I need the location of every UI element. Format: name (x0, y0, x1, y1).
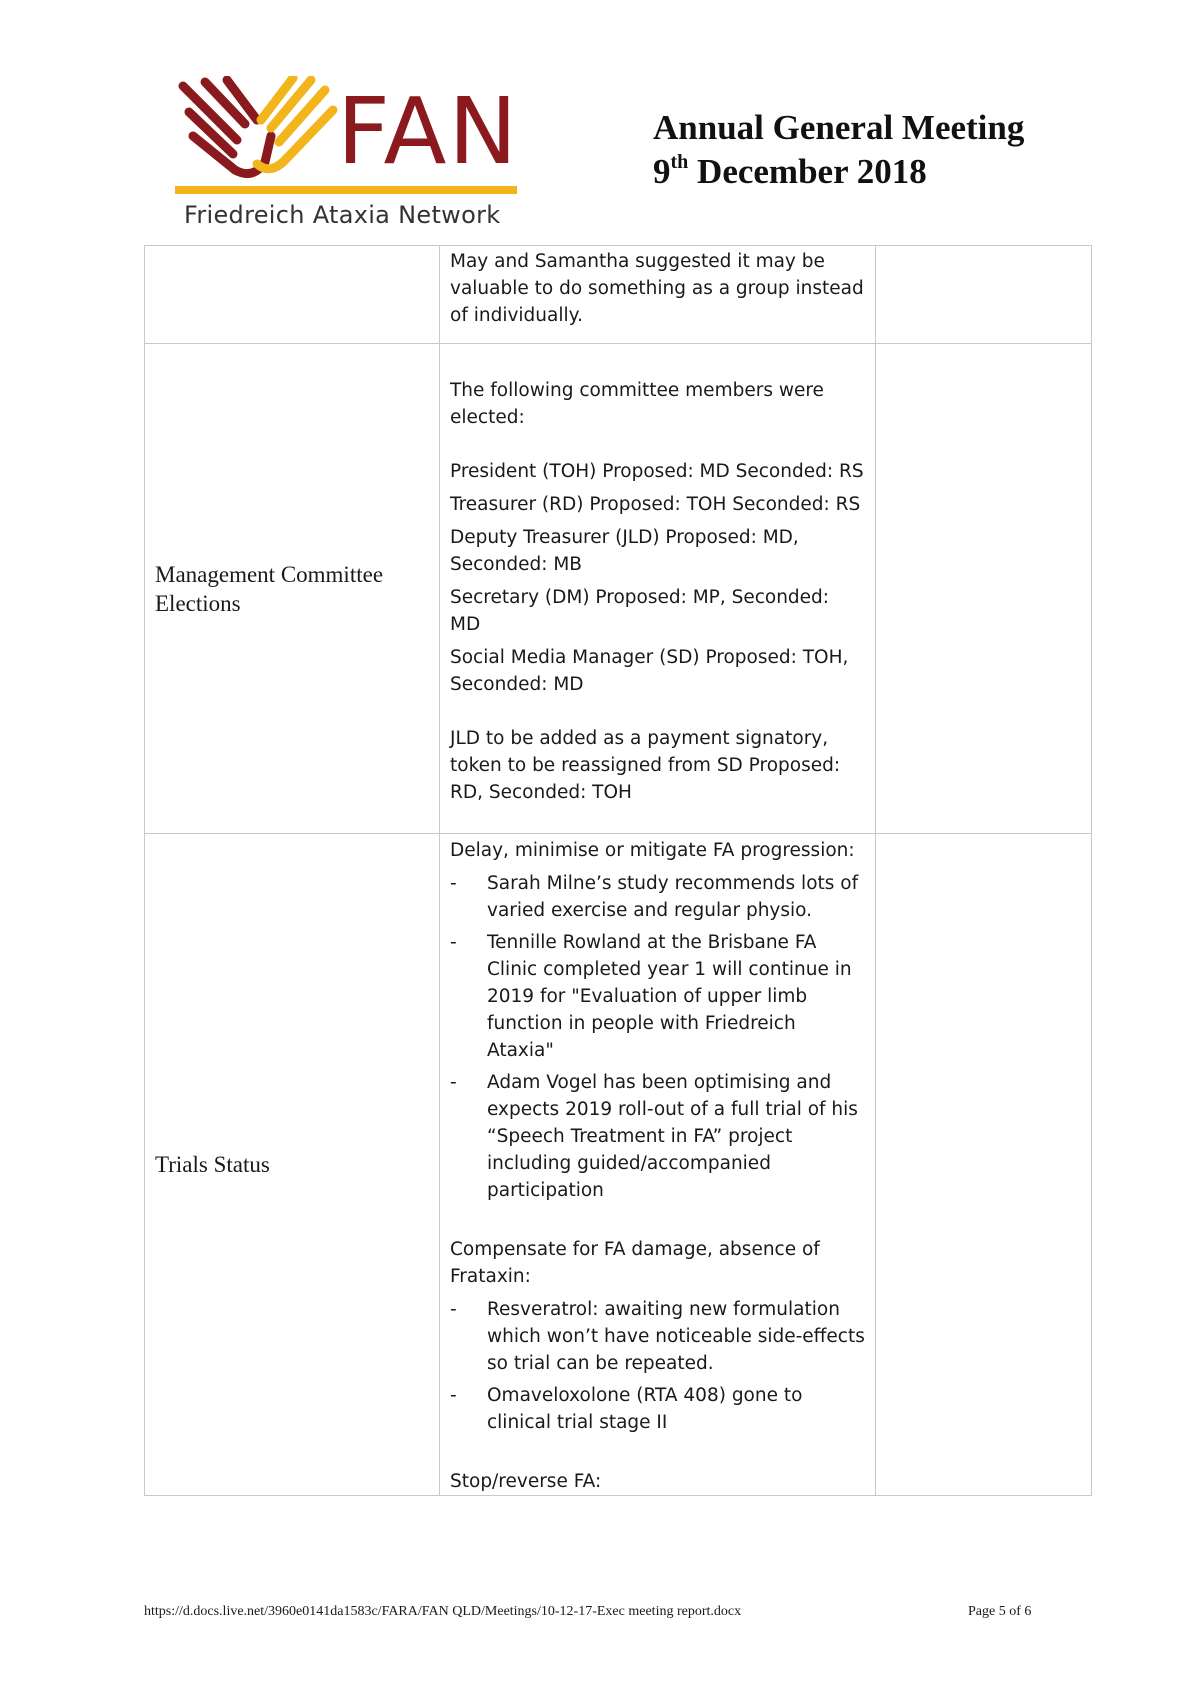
topic-cell (145, 834, 440, 1496)
minutes-cell (440, 246, 876, 344)
footer-page-number: Page 5 of 6 (968, 1604, 1032, 1619)
topic-cell (145, 344, 440, 834)
list-item: - Adam Vogel has been optimising and expects 2019 roll-out of a full trial of his “Speech Treatment in FA” project including guided/accompanied participation (450, 1069, 865, 1204)
page-heading (653, 106, 1024, 194)
elected-item: Deputy Treasurer (JLD) Proposed: MD, Seconded: MB (450, 527, 799, 575)
table-row (145, 344, 1092, 834)
elected-item: Treasurer (RD) Proposed: TOH Seconded: RS (450, 494, 861, 515)
meeting-date (653, 150, 1024, 194)
list-item: - Resveratrol: awaiting new formulation which won’t have noticeable side-effects so trial can be repeated. (450, 1296, 865, 1377)
list-item: - Sarah Milne’s study recommends lots of varied exercise and regular physio. (450, 870, 865, 924)
logo-caption: Friedreich Ataxia Network (184, 201, 501, 229)
logo-underline (175, 186, 517, 194)
elected-item: Social Media Manager (SD) Proposed: TOH, Seconded: MD (450, 647, 849, 695)
topic-cell (145, 246, 440, 344)
action-cell (876, 344, 1092, 834)
signatory-note: JLD to be added as a payment signatory, token to be reassigned from SD Proposed: RD, Seconded: TOH (450, 728, 841, 803)
minutes-text: May and Samantha suggested it may be valuable to do something as a group instead of individually. (450, 251, 864, 326)
trials-list (450, 1296, 865, 1436)
action-cell (876, 834, 1092, 1496)
list-item: - Omaveloxolone (RTA 408) gone to clinical trial stage II (450, 1382, 865, 1436)
date-suffix: th (670, 151, 689, 174)
table-row (145, 246, 1092, 344)
minutes-table (144, 245, 1092, 1496)
meeting-title: Annual General Meeting (653, 108, 1025, 147)
topic-label: Management Committee Elections (155, 561, 384, 616)
minutes-cell (440, 344, 876, 834)
trials-list (450, 870, 865, 1204)
section-heading: Stop/reverse FA: (450, 1471, 602, 1492)
list-item: - Tennille Rowland at the Brisbane FA Clinic completed year 1 will continue in 2019 for "Evaluation of upper limb function in people with Friedreich Ataxia" (450, 929, 865, 1064)
date-rest: December 2018 (688, 152, 927, 191)
elected-item: President (TOH) Proposed: MD Seconded: RS (450, 461, 864, 482)
topic-label: Trials Status (155, 1152, 270, 1177)
minutes-cell (440, 834, 876, 1496)
date-day: 9 (653, 152, 671, 191)
elected-item: Secretary (DM) Proposed: MP, Seconded: MD (450, 587, 830, 635)
elected-intro: The following committee members were elected: (450, 380, 824, 428)
table-row (145, 834, 1092, 1496)
logo-wordmark: FAN (337, 78, 520, 185)
footer-file-path: https://d.docs.live.net/3960e0141da1583c/FARA/FAN QLD/Meetings/10-12-17-Exec meeting report.docx (144, 1604, 742, 1619)
section-heading: Delay, minimise or mitigate FA progression: (450, 840, 855, 861)
section-heading: Compensate for FA damage, absence of Frataxin: (450, 1239, 820, 1287)
action-cell (876, 246, 1092, 344)
